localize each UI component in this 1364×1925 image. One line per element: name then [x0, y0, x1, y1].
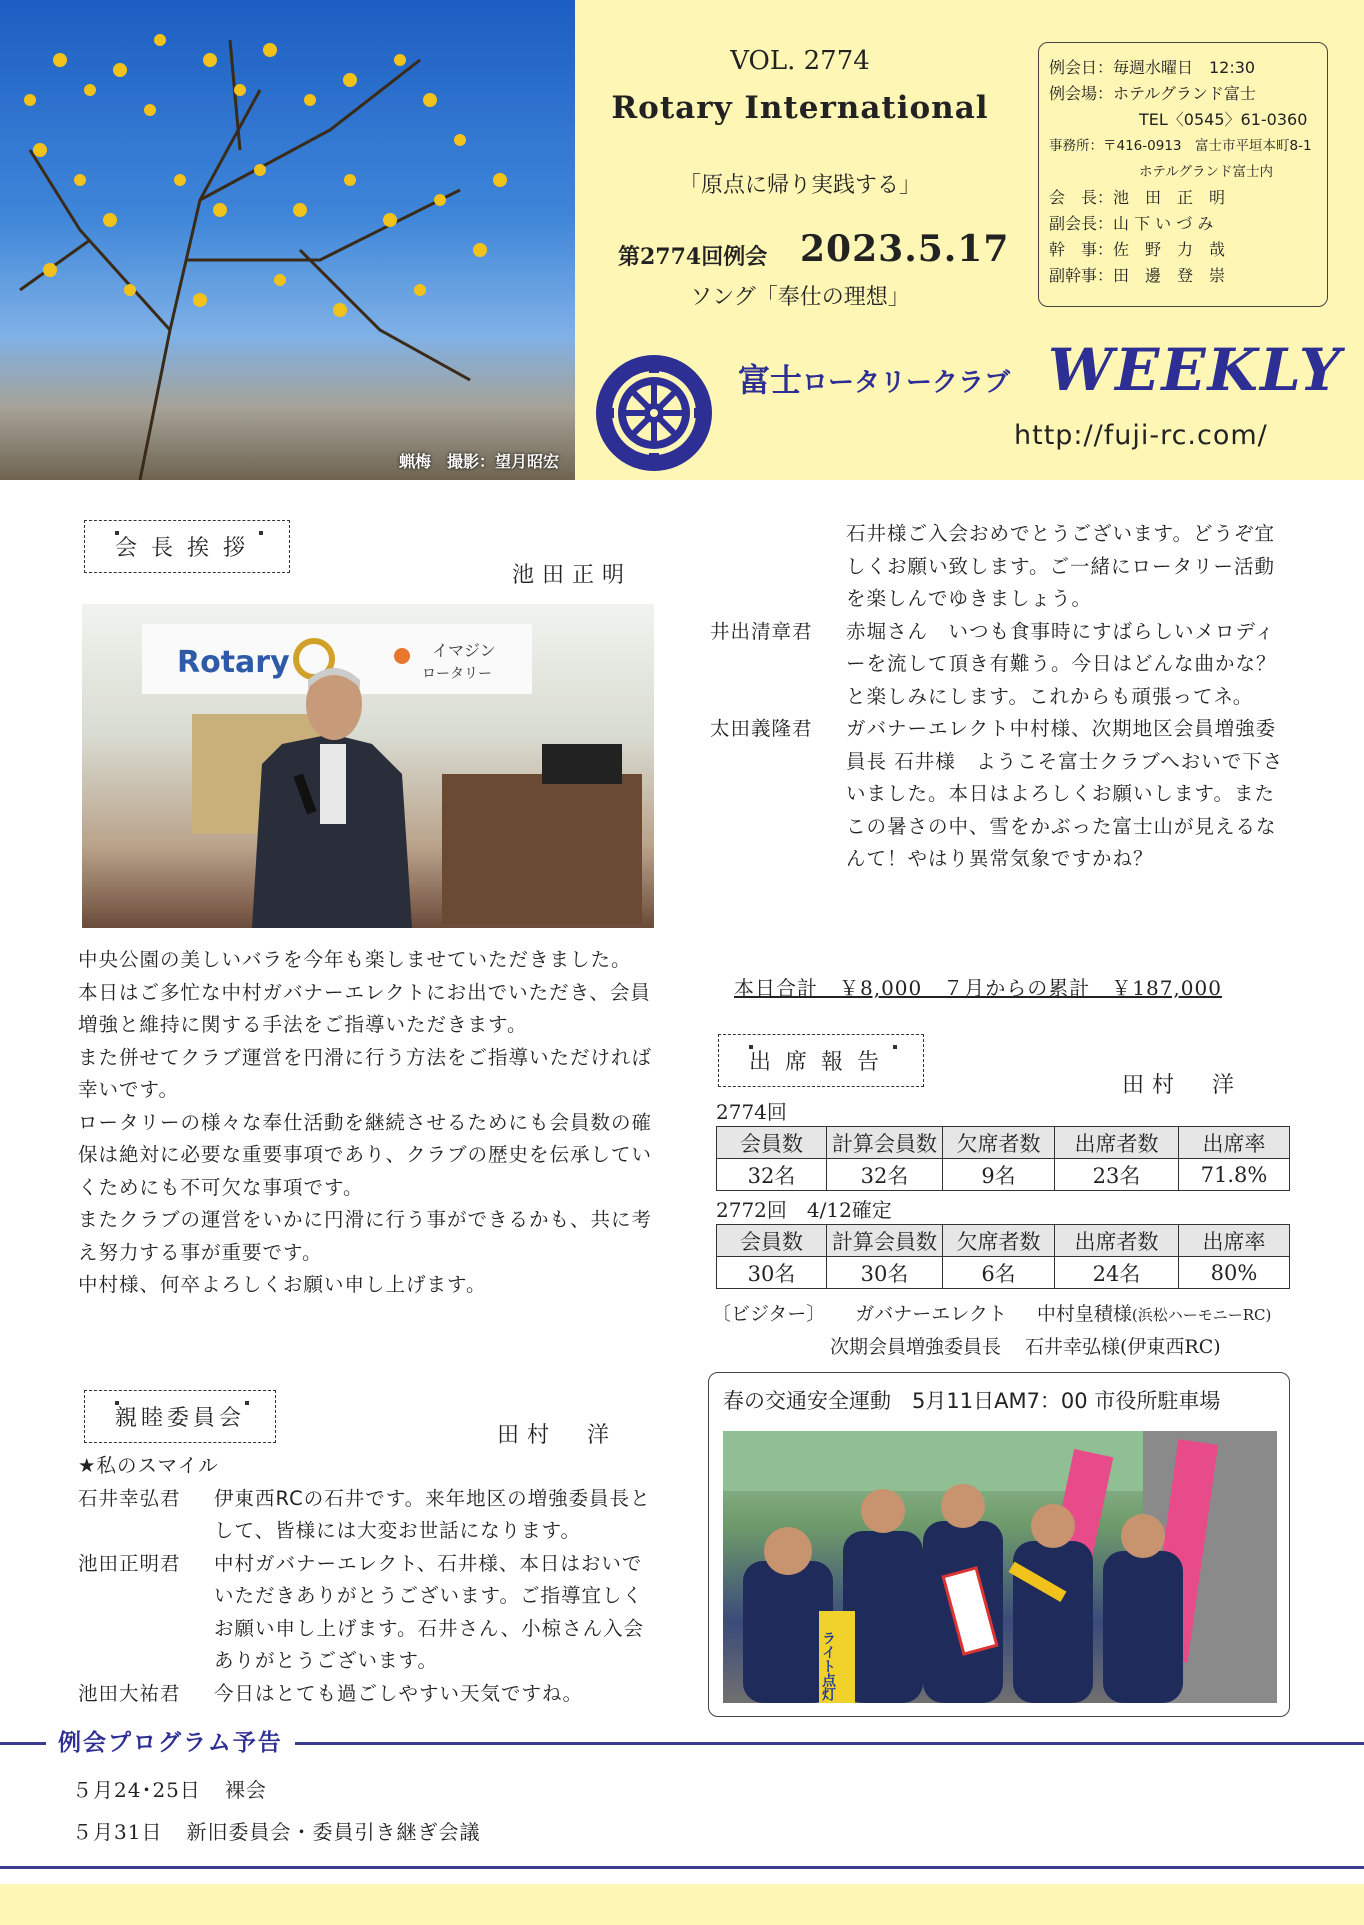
wintersweet-branches-image	[0, 0, 575, 480]
smile-name: 石井幸弘君	[78, 1486, 181, 1510]
info-tel: TEL〈0545〉61-0360	[1139, 110, 1308, 129]
smile-list-continued	[710, 518, 1290, 876]
attendance-label-2772: 2772回 4/12確定	[716, 1198, 892, 1222]
volume-number: VOL. 2774	[730, 46, 870, 76]
visitor-name: 石井幸弘様(伊東西RC)	[1025, 1336, 1221, 1358]
attendance-label-2774: 2774回	[716, 1100, 787, 1124]
smile-text: 今日はとても過ごしやすい天気ですね。	[214, 1681, 584, 1705]
president-paragraph-5: またクラブの運営をいかに円滑に行う事ができるかも、共に考え努力する事が重要です。	[78, 1208, 653, 1264]
meeting-number: 第2774回例会	[618, 244, 768, 270]
cell-present: 23名	[1055, 1159, 1179, 1191]
president-author: 池田正明	[512, 563, 633, 588]
smile-entry	[78, 1548, 660, 1678]
cell-members: 32名	[717, 1159, 827, 1191]
president-paragraph-4: ロータリーの様々な奉仕活動を継続させるためにも会員数の確保は絶対に必要な重要事項であり、クラブの歴史を伝承していくためにも不可欠な事項です。	[78, 1110, 653, 1199]
info-meeting-day: 例会日：毎週水曜日 12:30	[1049, 58, 1256, 77]
visitor-row-1	[712, 1298, 1271, 1331]
smile-text: 中村ガバナーエレクト、石井様、本日はおいでいただきありがとうございます。ご指導宜しくお願い申し上げます。石井さん、小椋さん入会ありがとうございます。	[214, 1551, 645, 1672]
program-date: ５月24･25日	[72, 1778, 201, 1802]
light-on-sign-text: ライト点灯	[820, 1631, 836, 1701]
smile-list	[78, 1450, 660, 1710]
visitor-label: 〔ビジター〕	[712, 1303, 826, 1325]
rotary-international-title: Rotary International	[611, 90, 989, 126]
program-preview-title: 例会プログラム予告	[46, 1724, 295, 1757]
smile-total: 本日合計 ￥8,000 ７月からの累計 ￥187,000	[734, 976, 1222, 1000]
smile-name: 井出清章君	[710, 619, 813, 643]
program-text: 裸会	[224, 1778, 267, 1802]
table-header-row	[717, 1127, 1290, 1159]
traffic-safety-box	[708, 1372, 1290, 1717]
club-name: 富士ロータリークラブ	[738, 361, 1011, 399]
program-text: 新旧委員会・委員引き継ぎ会議	[186, 1820, 481, 1844]
smile-entry	[710, 518, 1290, 616]
info-president: 会 長：池 田 正 明	[1049, 188, 1226, 207]
header-members: 会員数	[717, 1127, 827, 1159]
weekly-title: WEEKLY	[1048, 336, 1343, 404]
table-row	[717, 1257, 1290, 1289]
bottom-divider	[0, 1866, 1364, 1869]
traffic-safety-title: 春の交通安全運動 5月11日AM7：00 市役所駐車場	[723, 1389, 1221, 1413]
header-absent: 欠席者数	[943, 1127, 1055, 1159]
cell-rate: 71.8%	[1179, 1159, 1290, 1191]
meeting-date: 2023.5.17	[800, 228, 1010, 270]
cell-calc-members: 30名	[827, 1257, 943, 1289]
fellowship-committee-title: 親睦委員会	[84, 1390, 276, 1443]
program-item	[72, 1774, 267, 1803]
president-message	[78, 944, 658, 1302]
visitor-list	[712, 1298, 1271, 1363]
visitor-row-2	[712, 1331, 1271, 1363]
cell-present: 24名	[1055, 1257, 1179, 1289]
club-info-box	[1038, 42, 1328, 307]
rotary-wheel-logo	[593, 352, 715, 474]
photo-caption: 蝋梅 撮影：望月昭宏	[398, 452, 559, 471]
cell-absent: 6名	[943, 1257, 1055, 1289]
president-speech-photo	[82, 604, 654, 928]
header-rate: 出席率	[1179, 1127, 1290, 1159]
visitor-club: (浜松ハーモニーRC)	[1131, 1306, 1272, 1324]
backdrop-rotary-text: Rotary	[177, 645, 290, 680]
president-paragraph-3: また併せてクラブ運営を円滑に行う方法をご指導いただければ幸いです。	[78, 1045, 653, 1101]
smile-entry	[710, 713, 1290, 876]
president-paragraph-1: 中央公園の美しいバラを今年も楽しませていただきました。	[78, 948, 632, 971]
attendance-table-2772	[716, 1224, 1290, 1289]
smile-text: 石井様ご入会おめでとうございます。どうぞ宜しくお願い致します。ご一緒にロータリー活動を楽しんでゆきましょう。	[846, 522, 1275, 610]
wintersweet-photo	[0, 0, 575, 480]
traffic-safety-image	[723, 1431, 1277, 1703]
table-row	[717, 1159, 1290, 1191]
smile-text: 伊東西RCの石井です。来年地区の増強委員長として、皆様には大変お世話になります。	[214, 1486, 651, 1542]
president-paragraph-6: 中村様、何卒よろしくお願い申し上げます。	[78, 1273, 487, 1296]
traffic-safety-photo	[723, 1431, 1277, 1703]
yearly-theme: 「原点に帰り実践する」	[678, 173, 921, 198]
smile-name: 池田正明君	[78, 1551, 181, 1575]
backdrop-rotary-kana-text: ロータリー	[422, 666, 492, 682]
fellowship-author: 田村 洋	[497, 1423, 618, 1448]
header-present: 出席者数	[1055, 1225, 1179, 1257]
president-paragraph-2: 本日はご多忙な中村ガバナーエレクトにお出でいただき、会員増強と維持に関する手法をご指導いただきます。	[78, 980, 651, 1036]
attendance-report-title: 出席報告	[718, 1034, 924, 1087]
smile-name: 池田大祐君	[78, 1681, 181, 1705]
smile-entry	[78, 1483, 660, 1548]
cell-calc-members: 32名	[827, 1159, 943, 1191]
info-vice-secretary: 副幹事：田 邊 登 崇	[1049, 266, 1226, 285]
cell-rate: 80%	[1179, 1257, 1290, 1289]
smile-text: ガバナーエレクト中村様、次期地区会員増強委員長 石井様 ようこそ富士クラブへおいで下さいました。本日はよろしくお願いします。またこの暑さの中、雪をかぶった富士山が見えるなんて！やはり異常気象ですかね？	[846, 717, 1284, 870]
footer-band	[0, 1884, 1364, 1925]
program-item	[72, 1816, 480, 1845]
cell-members: 30名	[717, 1257, 827, 1289]
smile-name: 太田義隆君	[710, 717, 813, 740]
president-greeting-title: 会長挨拶	[84, 520, 290, 573]
header-present: 出席者数	[1055, 1127, 1179, 1159]
table-header-row	[717, 1225, 1290, 1257]
info-secretary: 幹 事：佐 野 力 哉	[1049, 240, 1226, 259]
cell-absent: 9名	[943, 1159, 1055, 1191]
attendance-author: 田村 洋	[1122, 1073, 1243, 1098]
club-url[interactable]: http://fuji-rc.com/	[1014, 420, 1268, 451]
header-calc-members: 計算会員数	[827, 1127, 943, 1159]
visitor-role: 次期会員増強委員長	[830, 1336, 1002, 1358]
info-venue: 例会場：ホテルグランド富士	[1049, 84, 1256, 103]
header-calc-members: 計算会員数	[827, 1225, 943, 1257]
visitor-name: 中村皇積様	[1036, 1303, 1132, 1325]
program-date: ５月31日	[72, 1820, 163, 1844]
president-speech-image	[82, 604, 654, 928]
song-title: ソング「奉仕の理想」	[690, 285, 910, 310]
info-office: 事務所：〒416-0913 富士市平垣本町8-1	[1049, 138, 1312, 154]
backdrop-imagine-text: イマジン	[432, 641, 496, 660]
smile-subtitle: ★私のスマイル	[78, 1454, 219, 1477]
attendance-table-2774	[716, 1126, 1290, 1191]
header-absent: 欠席者数	[943, 1225, 1055, 1257]
visitor-role: ガバナーエレクト	[855, 1303, 1007, 1325]
smile-text: 赤堀さん いつも食事時にすばらしいメロディーを流して頂き有難う。今日はどんな曲かな？と楽しみにします。これからも頑張ってネ。	[846, 619, 1277, 708]
smile-entry	[78, 1678, 660, 1711]
info-office-bldg: ホテルグランド富士内	[1139, 164, 1274, 180]
header-rate: 出席率	[1179, 1225, 1290, 1257]
smile-entry	[710, 616, 1290, 714]
header-members: 会員数	[717, 1225, 827, 1257]
info-vice-president: 副会長：山 下 い づ み	[1049, 214, 1214, 233]
